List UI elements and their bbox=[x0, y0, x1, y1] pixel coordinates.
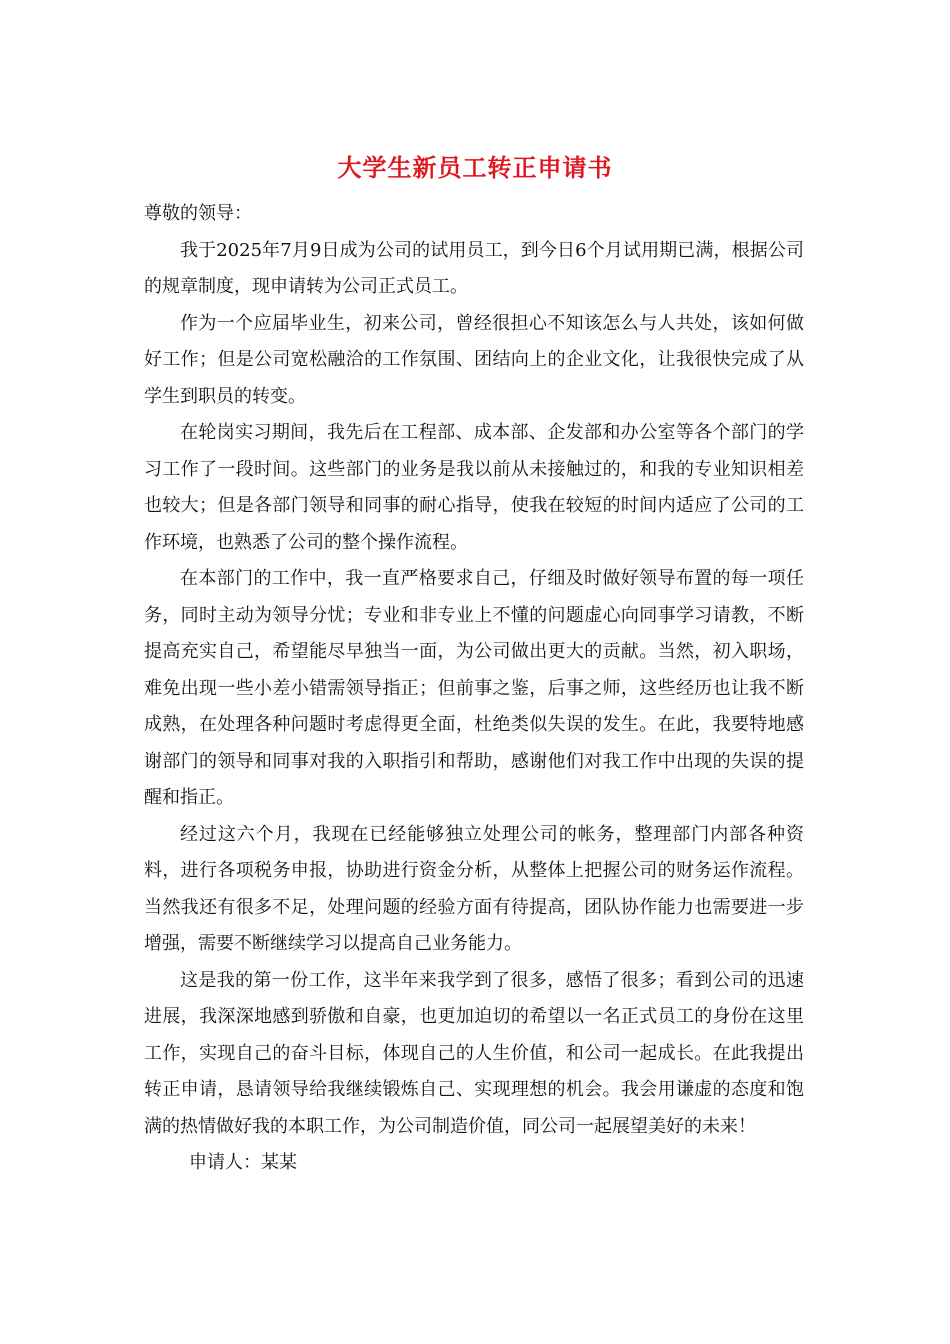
paragraph-department-work: 在本部门的工作中，我一直严格要求自己，仔细及时做好领导布置的每一项任务，同时主动为领导分忧；专业和非专业上不懂的问题虚心向同事学习请教，不断提高充实自己，希望能尽早独当一面，为公司做出更大的贡献。当然，初入职场，难免出现一些小差小错需领导指正；但前事之鉴，后事之师，这些经历也让我不断成熟，在处理各种问题时考虑得更全面，杜绝类似失误的发生。在此，我要特地感谢部门的领导和同事对我的入职指引和帮助，感谢他们对我工作中出现的失误的提醒和指正。 bbox=[144, 568, 804, 808]
paragraph-intro: 我于2025年7月9日成为公司的试用员工，到今日6个月试用期已满，根据公司的规章制度，现申请转为公司正式员工。 bbox=[144, 239, 804, 297]
signature: 申请人：某某 bbox=[189, 1152, 297, 1173]
paragraph-rotation: 在轮岗实习期间，我先后在工程部、成本部、企发部和办公室等各个部门的学习工作了一段时间。这些部门的业务是我以前从未接触过的，和我的专业知识相差也较大；但是各部门领导和同事的耐心指导，使我在较短的时间内适应了公司的工作环境，也熟悉了公司的整个操作流程。 bbox=[144, 422, 804, 553]
document-title: 大学生新员工转正申请书 bbox=[337, 153, 613, 182]
paragraph-adaptation: 作为一个应届毕业生，初来公司，曾经很担心不知该怎么与人共处，该如何做好工作；但是公司宽松融洽的工作氛围、团结向上的企业文化，让我很快完成了从学生到职员的转变。 bbox=[144, 312, 804, 407]
document-body bbox=[144, 196, 804, 1182]
salutation: 尊敬的领导： bbox=[144, 203, 252, 224]
paragraph-achievements: 经过这六个月，我现在已经能够独立处理公司的帐务，整理部门内部各种资料，进行各项税务申报，协助进行资金分析，从整体上把握公司的财务运作流程。当然我还有很多不足，处理问题的经验方面有待提高，团队协作能力也需要进一步增强，需要不断继续学习以提高自己业务能力。 bbox=[144, 823, 804, 954]
paragraph-conclusion: 这是我的第一份工作，这半年来我学到了很多，感悟了很多；看到公司的迅速进展，我深深地感到骄傲和自豪，也更加迫切的希望以一名正式员工的身份在这里工作，实现自己的奋斗目标，体现自己的人生价值，和公司一起成长。在此我提出转正申请，恳请领导给我继续锻炼自己、实现理想的机会。我会用谦虚的态度和饱满的热情做好我的本职工作，为公司制造价值，同公司一起展望美好的未来！ bbox=[144, 969, 804, 1137]
